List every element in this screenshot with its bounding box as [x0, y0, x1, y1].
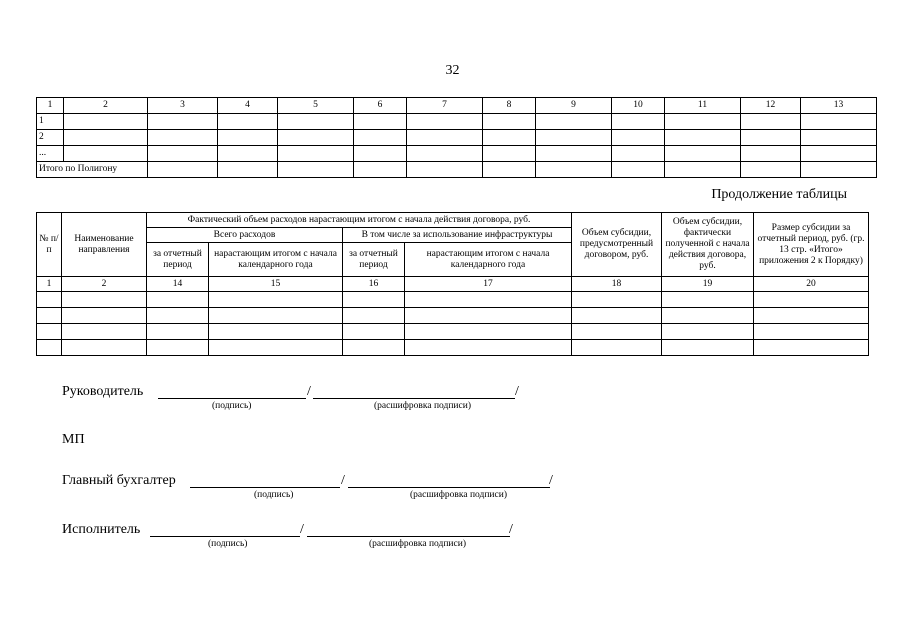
signature-line[interactable] — [190, 487, 340, 488]
column-number: 1 — [37, 98, 64, 114]
table-header-row — [37, 98, 877, 114]
table-row — [37, 340, 869, 356]
table-row — [37, 292, 869, 308]
cell — [612, 146, 665, 162]
expenses-table — [36, 212, 869, 356]
cell — [343, 340, 405, 356]
cell — [148, 162, 218, 178]
column-number: 5 — [278, 98, 354, 114]
cell — [278, 114, 354, 130]
separator: / — [300, 522, 304, 537]
cell — [483, 130, 536, 146]
cell — [64, 130, 148, 146]
cell — [405, 308, 572, 324]
transcript-caption: (расшифровка подписи) — [410, 490, 507, 500]
cell — [218, 162, 278, 178]
cell — [354, 146, 407, 162]
cell — [148, 114, 218, 130]
cell — [665, 114, 741, 130]
transcript-caption: (расшифровка подписи) — [374, 401, 471, 411]
signature-caption: (подпись) — [208, 539, 248, 549]
header-period: за отчетный период — [147, 243, 209, 277]
continuation-label: Продолжение таблицы — [711, 187, 847, 202]
cell — [741, 114, 801, 130]
cell — [343, 324, 405, 340]
cell — [343, 292, 405, 308]
cell — [354, 130, 407, 146]
cell — [801, 114, 877, 130]
header-infrastructure: В том числе за использование инфраструктуры — [343, 228, 572, 243]
separator: / — [307, 384, 311, 399]
table-row — [37, 324, 869, 340]
cell — [278, 130, 354, 146]
total-label: Итого по Полигону — [37, 162, 148, 178]
cell — [147, 324, 209, 340]
table-total-row — [37, 162, 877, 178]
signature-title: Исполнитель — [62, 522, 141, 537]
transcript-line[interactable] — [307, 536, 510, 537]
column-number: 14 — [147, 277, 209, 292]
summary-table-top — [36, 97, 877, 178]
header-direction: Наименование направления — [62, 213, 147, 277]
cell — [209, 292, 343, 308]
cell — [662, 324, 754, 340]
column-number: 4 — [218, 98, 278, 114]
cell — [741, 146, 801, 162]
cell — [801, 162, 877, 178]
header-period: за отчетный период — [343, 243, 405, 277]
cell — [62, 340, 147, 356]
column-number: 7 — [407, 98, 483, 114]
cell — [37, 340, 62, 356]
column-number: 19 — [662, 277, 754, 292]
cell — [536, 130, 612, 146]
table-row — [37, 146, 877, 162]
cell — [665, 162, 741, 178]
column-number: 18 — [572, 277, 662, 292]
cell — [278, 146, 354, 162]
column-number: 15 — [209, 277, 343, 292]
cell — [62, 308, 147, 324]
cell — [662, 308, 754, 324]
cell — [37, 308, 62, 324]
cell — [612, 162, 665, 178]
cell — [572, 340, 662, 356]
cell — [536, 162, 612, 178]
transcript-line[interactable] — [313, 398, 515, 399]
column-number: 20 — [754, 277, 869, 292]
column-numbers-row — [37, 277, 869, 292]
header-total-expenses: Всего расходов — [147, 228, 343, 243]
cell — [148, 130, 218, 146]
column-number: 1 — [37, 277, 62, 292]
signature-caption: (подпись) — [254, 490, 294, 500]
cell — [343, 308, 405, 324]
column-number: 2 — [64, 98, 148, 114]
header-actual-expenses: Фактический объем расходов нарастающим итогом с начала действия договора, руб. — [147, 213, 572, 228]
header-subsidy-received: Объем субсидии, фактически полученной с начала действия договора, руб. — [662, 213, 754, 277]
table-row — [37, 130, 877, 146]
cell — [209, 340, 343, 356]
cell — [741, 130, 801, 146]
column-number: 12 — [741, 98, 801, 114]
cell — [405, 292, 572, 308]
cell — [62, 292, 147, 308]
cell — [483, 162, 536, 178]
separator: / — [341, 473, 345, 488]
cell — [354, 114, 407, 130]
column-number: 11 — [665, 98, 741, 114]
cell — [572, 292, 662, 308]
separator: / — [509, 522, 513, 537]
column-number: 13 — [801, 98, 877, 114]
cell — [665, 130, 741, 146]
column-number: 8 — [483, 98, 536, 114]
cell — [612, 114, 665, 130]
cell — [64, 146, 148, 162]
transcript-line[interactable] — [348, 487, 550, 488]
column-number: 16 — [343, 277, 405, 292]
cell — [218, 114, 278, 130]
cell — [37, 292, 62, 308]
table-row — [37, 114, 877, 130]
cell — [209, 308, 343, 324]
cell — [572, 324, 662, 340]
cell — [483, 114, 536, 130]
cell — [62, 324, 147, 340]
table-header-row — [37, 213, 869, 228]
signature-title: Руководитель — [62, 384, 144, 399]
separator: / — [549, 473, 553, 488]
header-cumulative: нарастающим итогом с начала календарного года — [209, 243, 343, 277]
transcript-caption: (расшифровка подписи) — [369, 539, 466, 549]
cell — [405, 340, 572, 356]
cell — [665, 146, 741, 162]
cell — [148, 146, 218, 162]
cell — [147, 308, 209, 324]
cell — [483, 146, 536, 162]
cell — [741, 162, 801, 178]
cell — [278, 162, 354, 178]
cell — [407, 162, 483, 178]
table-row — [37, 308, 869, 324]
cell — [572, 308, 662, 324]
header-num: № п/п — [37, 213, 62, 277]
header-subsidy-planned: Объем субсидии, предусмотренный договором, руб. — [572, 213, 662, 277]
cell — [754, 324, 869, 340]
signature-line[interactable] — [158, 398, 306, 399]
cell — [754, 292, 869, 308]
signature-title: Главный бухгалтер — [62, 473, 176, 488]
row-label: 1 — [37, 114, 64, 130]
cell — [536, 146, 612, 162]
stamp-placeholder: МП — [62, 432, 85, 447]
cell — [754, 308, 869, 324]
signature-line[interactable] — [150, 536, 300, 537]
column-number: 2 — [62, 277, 147, 292]
cell — [218, 130, 278, 146]
cell — [147, 292, 209, 308]
cell — [662, 292, 754, 308]
row-label: 2 — [37, 130, 64, 146]
cell — [612, 130, 665, 146]
header-subsidy-size: Размер субсидии за отчетный период, руб. (гр. 13 стр. «Итого» приложения 2 к Порядку) — [754, 213, 869, 277]
cell — [37, 324, 62, 340]
cell — [64, 114, 148, 130]
cell — [407, 130, 483, 146]
cell — [407, 114, 483, 130]
cell — [147, 340, 209, 356]
cell — [218, 146, 278, 162]
header-cumulative: нарастающим итогом с начала календарного года — [405, 243, 572, 277]
cell — [354, 162, 407, 178]
signature-caption: (подпись) — [212, 401, 252, 411]
page-number: 32 — [445, 63, 460, 78]
cell — [801, 130, 877, 146]
cell — [405, 324, 572, 340]
column-number: 17 — [405, 277, 572, 292]
cell — [801, 146, 877, 162]
cell — [407, 146, 483, 162]
column-number: 3 — [148, 98, 218, 114]
cell — [209, 324, 343, 340]
cell — [536, 114, 612, 130]
column-number: 6 — [354, 98, 407, 114]
cell — [662, 340, 754, 356]
row-label: ... — [37, 146, 64, 162]
cell — [754, 340, 869, 356]
separator: / — [515, 384, 519, 399]
column-number: 9 — [536, 98, 612, 114]
column-number: 10 — [612, 98, 665, 114]
